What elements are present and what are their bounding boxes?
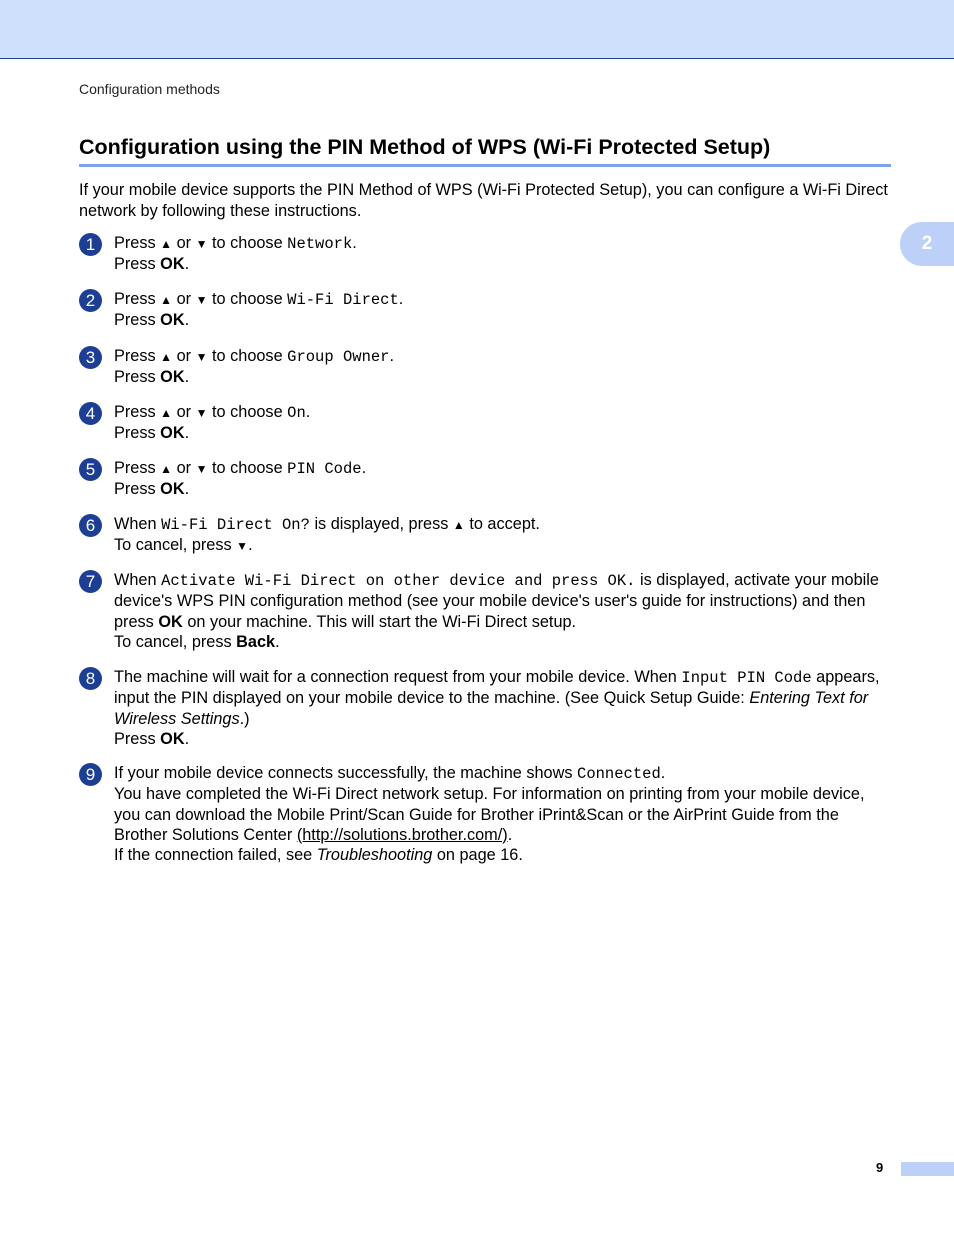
intro-paragraph: If your mobile device supports the PIN Method of WPS (Wi-Fi Protected Setup), you can configure a Wi-Fi Direct network by following these instructions. [79, 181, 888, 220]
step-number: 5 [79, 458, 102, 481]
down-arrow-icon: ▼ [195, 462, 208, 476]
menu-option: Network [287, 235, 353, 253]
step-number: 7 [79, 570, 102, 593]
ok-key: OK [158, 612, 183, 631]
menu-option: Wi-Fi Direct [287, 291, 399, 309]
step-number: 6 [79, 514, 102, 537]
ok-key: OK [160, 424, 185, 443]
up-arrow-icon: ▲ [160, 350, 173, 364]
back-key: Back [236, 632, 276, 651]
ok-key: OK [160, 480, 185, 499]
step-number: 4 [79, 402, 102, 425]
ok-key: OK [160, 255, 185, 274]
menu-option: On [287, 404, 306, 422]
down-arrow-icon: ▼ [195, 237, 208, 251]
guide-reference: Entering Text for Wireless Settings [114, 689, 869, 728]
lcd-message: Input PIN Code [681, 669, 812, 687]
up-arrow-icon: ▲ [160, 406, 173, 420]
lcd-message: Connected [577, 765, 661, 783]
down-arrow-icon: ▼ [195, 350, 208, 364]
up-arrow-icon: ▲ [160, 462, 173, 476]
ok-key: OK [160, 368, 185, 387]
footer-bar [901, 1162, 954, 1176]
page-number: 9 [876, 1160, 884, 1175]
step-number: 3 [79, 346, 102, 369]
down-arrow-icon: ▼ [236, 539, 249, 554]
down-arrow-icon: ▼ [195, 406, 208, 420]
step-number: 8 [79, 667, 102, 690]
menu-option: PIN Code [287, 460, 362, 478]
menu-option: Group Owner [287, 348, 390, 366]
down-arrow-icon: ▼ [195, 293, 208, 307]
step-number: 1 [79, 233, 102, 256]
ok-key: OK [160, 729, 185, 748]
troubleshooting-reference[interactable]: Troubleshooting [316, 846, 433, 865]
page-title: Configuration using the PIN Method of WPS (Wi-Fi Protected Setup) [79, 134, 891, 167]
ok-key: OK [160, 311, 185, 330]
up-arrow-icon: ▲ [452, 518, 465, 532]
step-number: 2 [79, 289, 102, 312]
breadcrumb: Configuration methods [79, 81, 220, 97]
chapter-tab[interactable]: 2 [900, 222, 954, 266]
step-number: 9 [79, 763, 102, 786]
up-arrow-icon: ▲ [160, 293, 173, 307]
header-band [0, 0, 954, 59]
lcd-message: Wi-Fi Direct On? [161, 516, 310, 534]
up-arrow-icon: ▲ [160, 237, 173, 251]
lcd-message: Activate Wi-Fi Direct on other device and press OK. [161, 572, 636, 590]
solutions-center-link[interactable]: (http://solutions.brother.com/) [296, 825, 508, 844]
